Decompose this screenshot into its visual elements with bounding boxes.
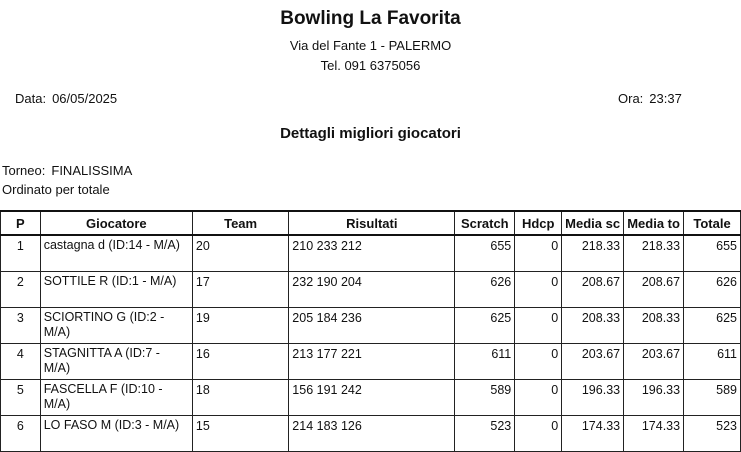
cell-media-scratch: 218.33 <box>562 235 624 272</box>
cell-media-scratch: 196.33 <box>562 380 624 416</box>
report-subtitle: Dettagli migliori giocatori <box>280 125 461 142</box>
cell-media-total: 208.67 <box>624 272 684 308</box>
cell-hdcp: 0 <box>515 344 562 380</box>
cell-position: 6 <box>1 416 41 452</box>
cell-team: 20 <box>192 235 288 272</box>
cell-team: 17 <box>192 272 288 308</box>
cell-results: 156 191 242 <box>289 380 455 416</box>
cell-media-total: 174.33 <box>624 416 684 452</box>
cell-player: castagna d (ID:14 - M/A) <box>40 235 192 272</box>
table-row <box>1 416 741 452</box>
cell-player: STAGNITTA A (ID:7 - M/A) <box>40 344 192 380</box>
tournament-value: FINALISSIMA <box>51 163 133 178</box>
cell-media-total: 208.33 <box>624 308 684 344</box>
table-row <box>1 272 741 308</box>
cell-results: 214 183 126 <box>289 416 455 452</box>
cell-player: FASCELLA F (ID:10 - M/A) <box>40 380 192 416</box>
col-header-team: Team <box>192 211 288 235</box>
venue-address: Via del Fante 1 - PALERMO <box>289 38 452 53</box>
cell-player: SCIORTINO G (ID:2 - M/A) <box>40 308 192 344</box>
cell-results: 210 233 212 <box>289 235 455 272</box>
table-row <box>1 308 741 344</box>
report-date <box>15 91 117 106</box>
tournament-label: Torneo: <box>2 163 46 178</box>
cell-results: 232 190 204 <box>289 272 455 308</box>
date-value: 06/05/2025 <box>52 91 118 106</box>
table-row <box>1 235 741 272</box>
cell-media-scratch: 174.33 <box>562 416 624 452</box>
cell-scratch: 589 <box>455 380 515 416</box>
table-row <box>1 344 741 380</box>
cell-media-scratch: 203.67 <box>562 344 624 380</box>
cell-position: 5 <box>1 380 41 416</box>
cell-player: LO FASO M (ID:3 - M/A) <box>40 416 192 452</box>
cell-hdcp: 0 <box>515 416 562 452</box>
col-header-p: P <box>1 211 41 235</box>
col-header-player: Giocatore <box>40 211 192 235</box>
cell-hdcp: 0 <box>515 308 562 344</box>
cell-team: 18 <box>192 380 288 416</box>
cell-position: 1 <box>1 235 41 272</box>
cell-team: 16 <box>192 344 288 380</box>
report-time <box>618 91 682 106</box>
cell-media-scratch: 208.67 <box>562 272 624 308</box>
cell-results: 213 177 221 <box>289 344 455 380</box>
time-label: Ora: <box>618 91 644 106</box>
cell-player: SOTTILE R (ID:1 - M/A) <box>40 272 192 308</box>
cell-scratch: 523 <box>455 416 515 452</box>
cell-scratch: 626 <box>455 272 515 308</box>
col-header-total: Totale <box>684 211 741 235</box>
table-header-row <box>1 211 741 235</box>
date-label: Data: <box>15 91 47 106</box>
col-header-media-scratch: Media sc <box>562 211 624 235</box>
players-table <box>0 210 741 452</box>
cell-total: 655 <box>684 235 741 272</box>
cell-total: 611 <box>684 344 741 380</box>
tournament-line <box>2 163 132 178</box>
cell-media-scratch: 208.33 <box>562 308 624 344</box>
cell-position: 3 <box>1 308 41 344</box>
cell-scratch: 611 <box>455 344 515 380</box>
cell-total: 523 <box>684 416 741 452</box>
cell-total: 626 <box>684 272 741 308</box>
time-value: 23:37 <box>649 91 682 106</box>
cell-total: 625 <box>684 308 741 344</box>
cell-hdcp: 0 <box>515 235 562 272</box>
cell-scratch: 625 <box>455 308 515 344</box>
table-row <box>1 380 741 416</box>
cell-position: 2 <box>1 272 41 308</box>
col-header-media-total: Media to <box>624 211 684 235</box>
cell-hdcp: 0 <box>515 272 562 308</box>
cell-position: 4 <box>1 344 41 380</box>
cell-media-total: 203.67 <box>624 344 684 380</box>
cell-media-total: 196.33 <box>624 380 684 416</box>
cell-media-total: 218.33 <box>624 235 684 272</box>
cell-scratch: 655 <box>455 235 515 272</box>
cell-team: 15 <box>192 416 288 452</box>
cell-results: 205 184 236 <box>289 308 455 344</box>
cell-team: 19 <box>192 308 288 344</box>
venue-title: Bowling La Favorita <box>280 8 461 29</box>
sort-order-text: Ordinato per totale <box>2 182 110 197</box>
col-header-results: Risultati <box>289 211 455 235</box>
cell-hdcp: 0 <box>515 380 562 416</box>
col-header-scratch: Scratch <box>455 211 515 235</box>
col-header-hdcp: Hdcp <box>515 211 562 235</box>
cell-total: 589 <box>684 380 741 416</box>
venue-phone: Tel. 091 6375056 <box>320 58 421 73</box>
